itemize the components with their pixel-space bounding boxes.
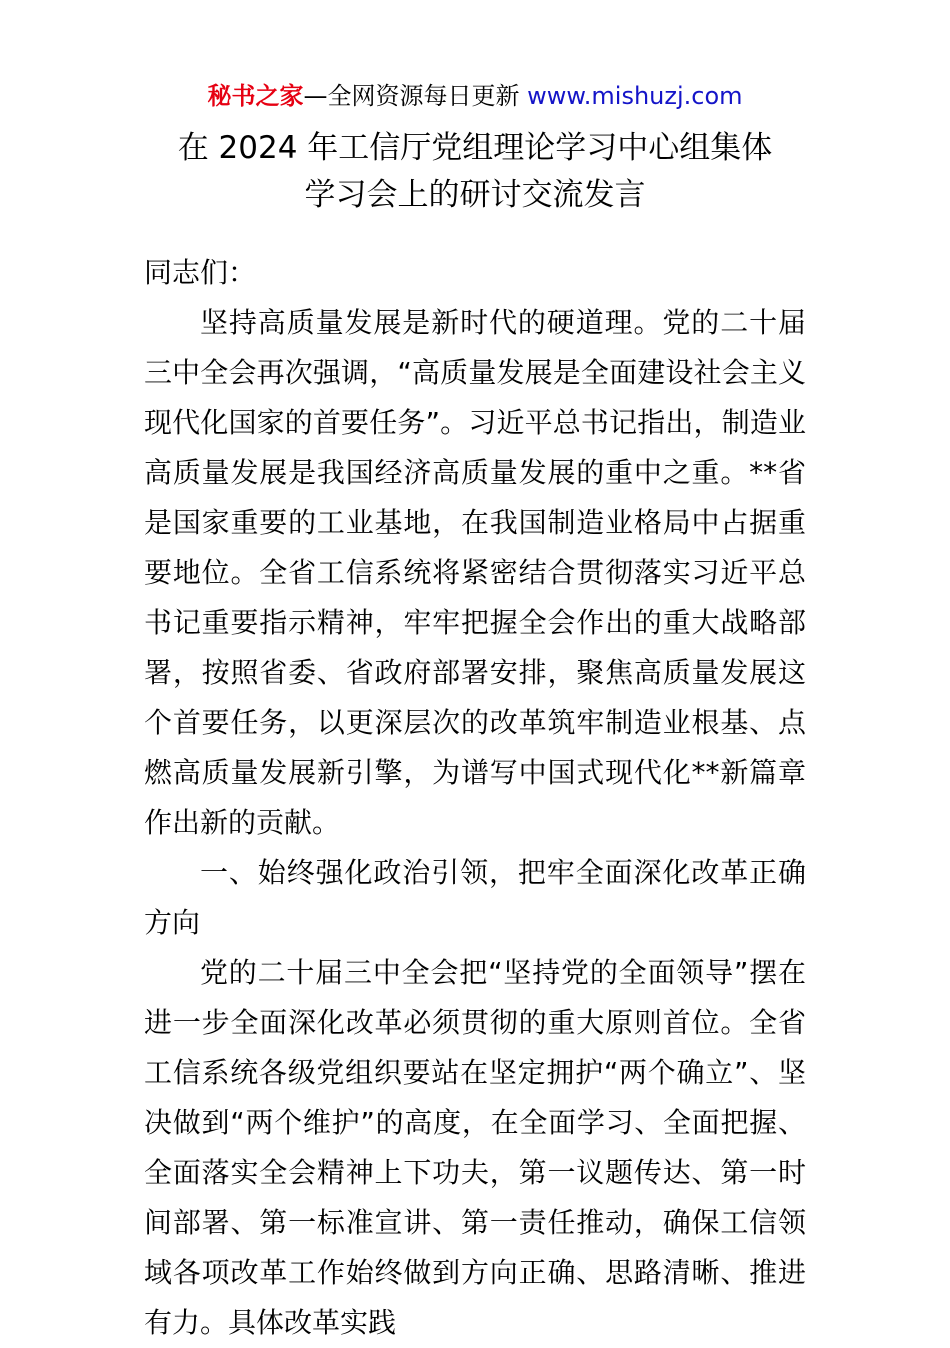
site-url-link[interactable]: www.mishuzj.com (527, 82, 743, 110)
document-title-line-2: 学习会上的研讨交流发言 (304, 177, 646, 213)
header-tagline: —全网资源每日更新 (303, 82, 528, 110)
document-title-line-1: 在 2024 年工信厅党组理论学习中心组集体 (177, 130, 773, 166)
paragraph-section-1: 党的二十届三中全会把“坚持党的全面领导”摆在进一步全面深化改革必须贯彻的重大原则首位。全省工信系统各级党组织要站在坚定拥护“两个确立”、坚决做到“两个维护”的高度，在全面学习、全面把握、全面落实全会精神上下功夫，第一议题传达、第一时间部署、第一标准宣讲、第一责任推动，确保工信领域各项改革工作始终做到方向正确、思路清晰、推进有力。具体改革实践 (144, 956, 806, 1339)
site-header (0, 80, 950, 112)
document-body (144, 248, 806, 1348)
brand-name: 秘书之家 (207, 82, 304, 110)
section-heading-1: 一、始终强化政治引领，把牢全面深化改革正确方向 (144, 856, 806, 939)
salutation: 同志们： (144, 256, 257, 289)
paragraph-intro: 坚持高质量发展是新时代的硬道理。党的二十届三中全会再次强调，“高质量发展是全面建设社会主义现代化国家的首要任务”。习近平总书记指出，制造业高质量发展是我国经济高质量发展的重中之重。**省是国家重要的工业基地，在我国制造业格局中占据重要地位。全省工信系统将紧密结合贯彻落实习近平总书记重要指示精神，牢牢把握全会作出的重大战略部署，按照省委、省政府部署安排，聚焦高质量发展这个首要任务，以更深层次的改革筑牢制造业根基、点燃高质量发展新引擎，为谱写中国式现代化**新篇章作出新的贡献。 (144, 306, 806, 839)
